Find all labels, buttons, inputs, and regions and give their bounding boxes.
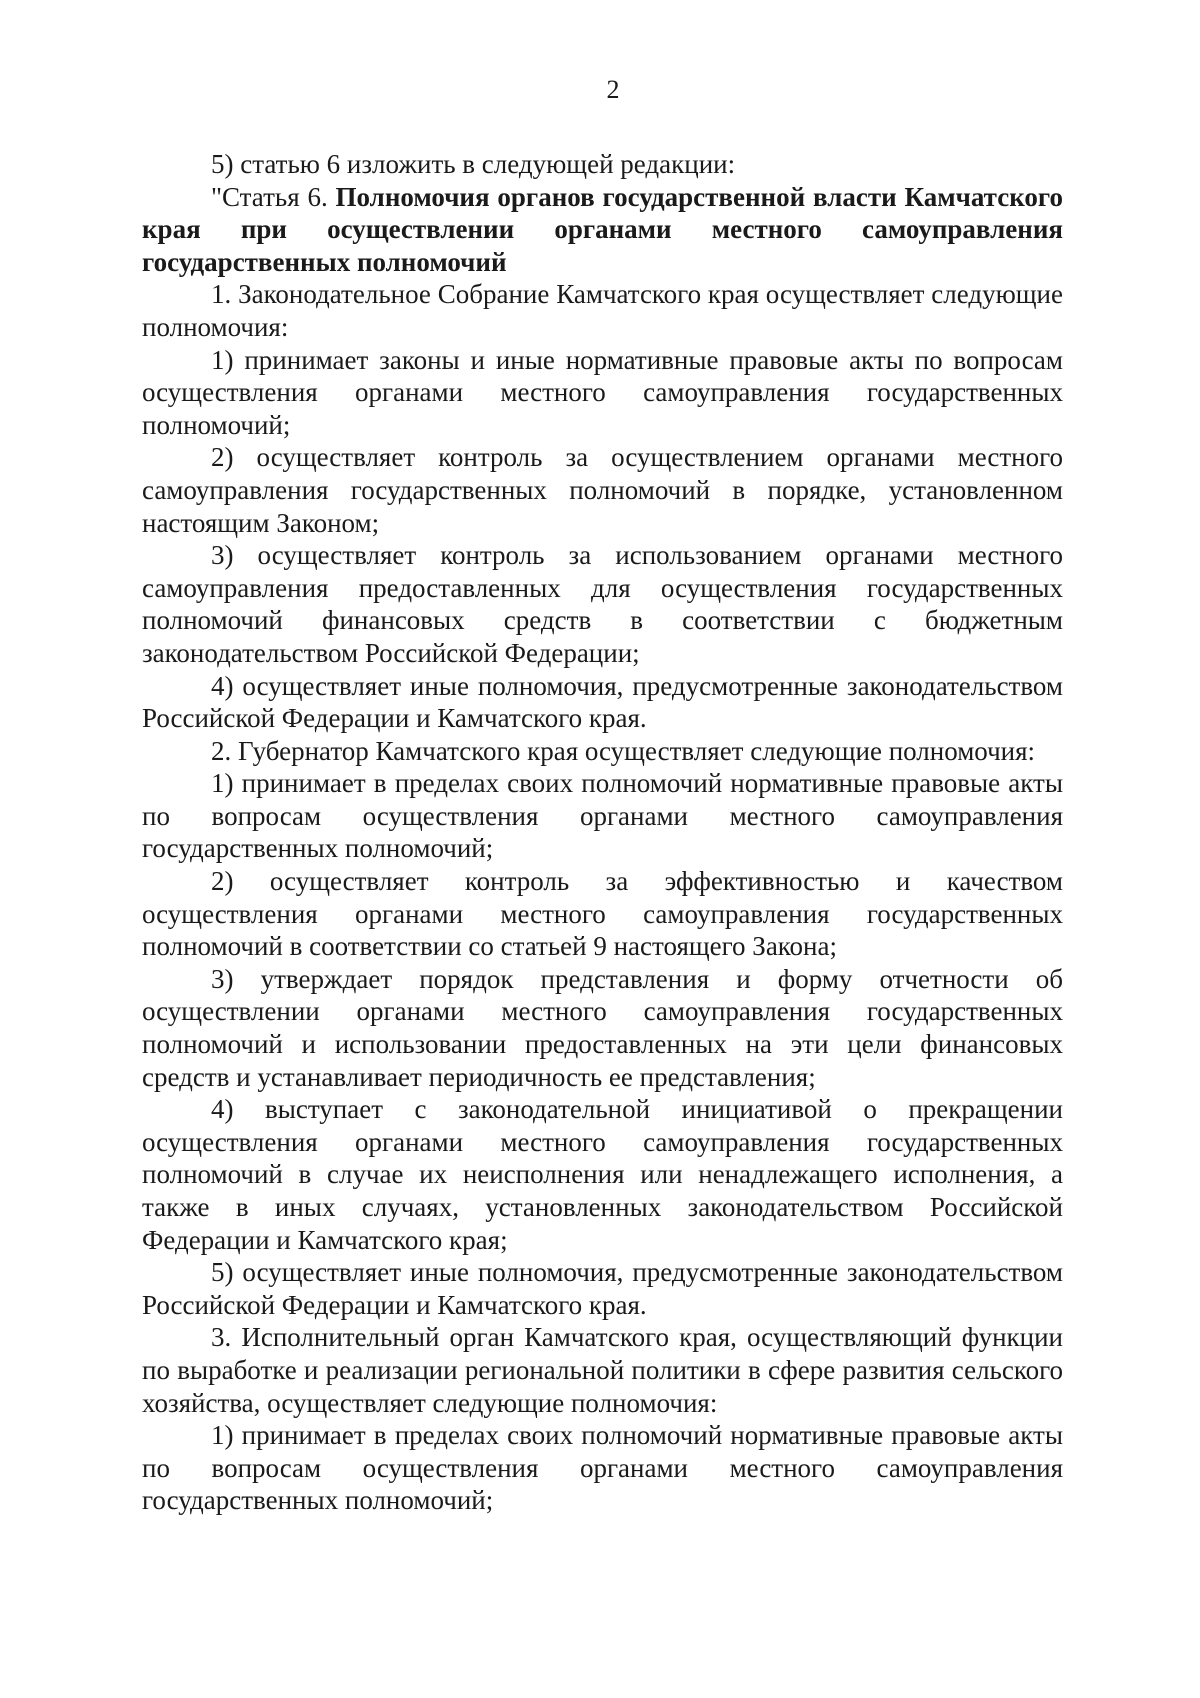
article-heading: [142, 181, 1063, 279]
page-number: 2: [606, 75, 620, 104]
paragraph-3: 3. Исполнительный орган Камчатского края, осуществляющий функции по выработке и реализации региональной политики в сфере развития сельского хозяйства, осуществляет следующие полномочия:: [142, 1322, 1063, 1418]
paragraph-1-item-1: 1) принимает законы и иные нормативные правовые акты по вопросам осуществления органами местного самоуправления государственных полномочий;: [142, 344, 1063, 440]
paragraph-2-item-3: 3) утверждает порядок представления и форму отчетности об осуществлении органами местного самоуправления государственных полномочий и использовании предоставленных на эти цели финансовых средств и устанавливает периодичность ее представления;: [142, 963, 1063, 1092]
article-prefix: "Статья 6.: [211, 181, 328, 212]
paragraph-1-item-2: 2) осуществляет контроль за осуществлением органами местного самоуправления государственных полномочий в порядке, установленном настоящим Законом;: [142, 442, 1063, 538]
paragraph-1-item-3: 3) осуществляет контроль за использованием органами местного самоуправления предоставленных для осуществления государственных полномочий финансовых средств в соответствии с бюджетным законодательством Российской Федерации;: [142, 540, 1063, 668]
paragraph-3-item-1: 1) принимает в пределах своих полномочий нормативные правовые акты по вопросам осуществления органами местного самоуправления государственных полномочий;: [142, 1420, 1063, 1516]
paragraph-1-item-4: 4) осуществляет иные полномочия, предусмотренные законодательством Российской Федерации и Камчатского края.: [142, 670, 1063, 734]
paragraph-2-item-2: 2) осуществляет контроль за эффективностью и качеством осуществления органами местного самоуправления государственных полномочий в соответствии со статьей 9 настоящего Закона;: [142, 866, 1063, 962]
paragraph-2-item-1: 1) принимает в пределах своих полномочий нормативные правовые акты по вопросам осуществления органами местного самоуправления государственных полномочий;: [142, 768, 1063, 864]
paragraph-1: 1. Законодательное Собрание Камчатского края осуществляет следующие полномочия:: [142, 279, 1063, 342]
amendment-intro: 5) статью 6 изложить в следующей редакции:: [211, 149, 736, 179]
article-title: Полномочия органов государственной власти Камчатского края при осуществлении органами местного самоуправления государственных полномочий: [142, 181, 1063, 277]
paragraph-2-item-4: 4) выступает с законодательной инициативой о прекращении осуществления органами местного самоуправления государственных полномочий в случае их неисполнения или ненадлежащего исполнения, а также в иных случаях, установленных законодательством Российской Федерации и Камчатского края;: [142, 1094, 1063, 1255]
paragraph-2-item-5: 5) осуществляет иные полномочия, предусмотренные законодательством Российской Федерации и Камчатского края.: [142, 1257, 1063, 1320]
document-body: [142, 148, 1063, 1517]
paragraph-2: 2. Губернатор Камчатского края осуществляет следующие полномочия:: [211, 735, 1036, 766]
